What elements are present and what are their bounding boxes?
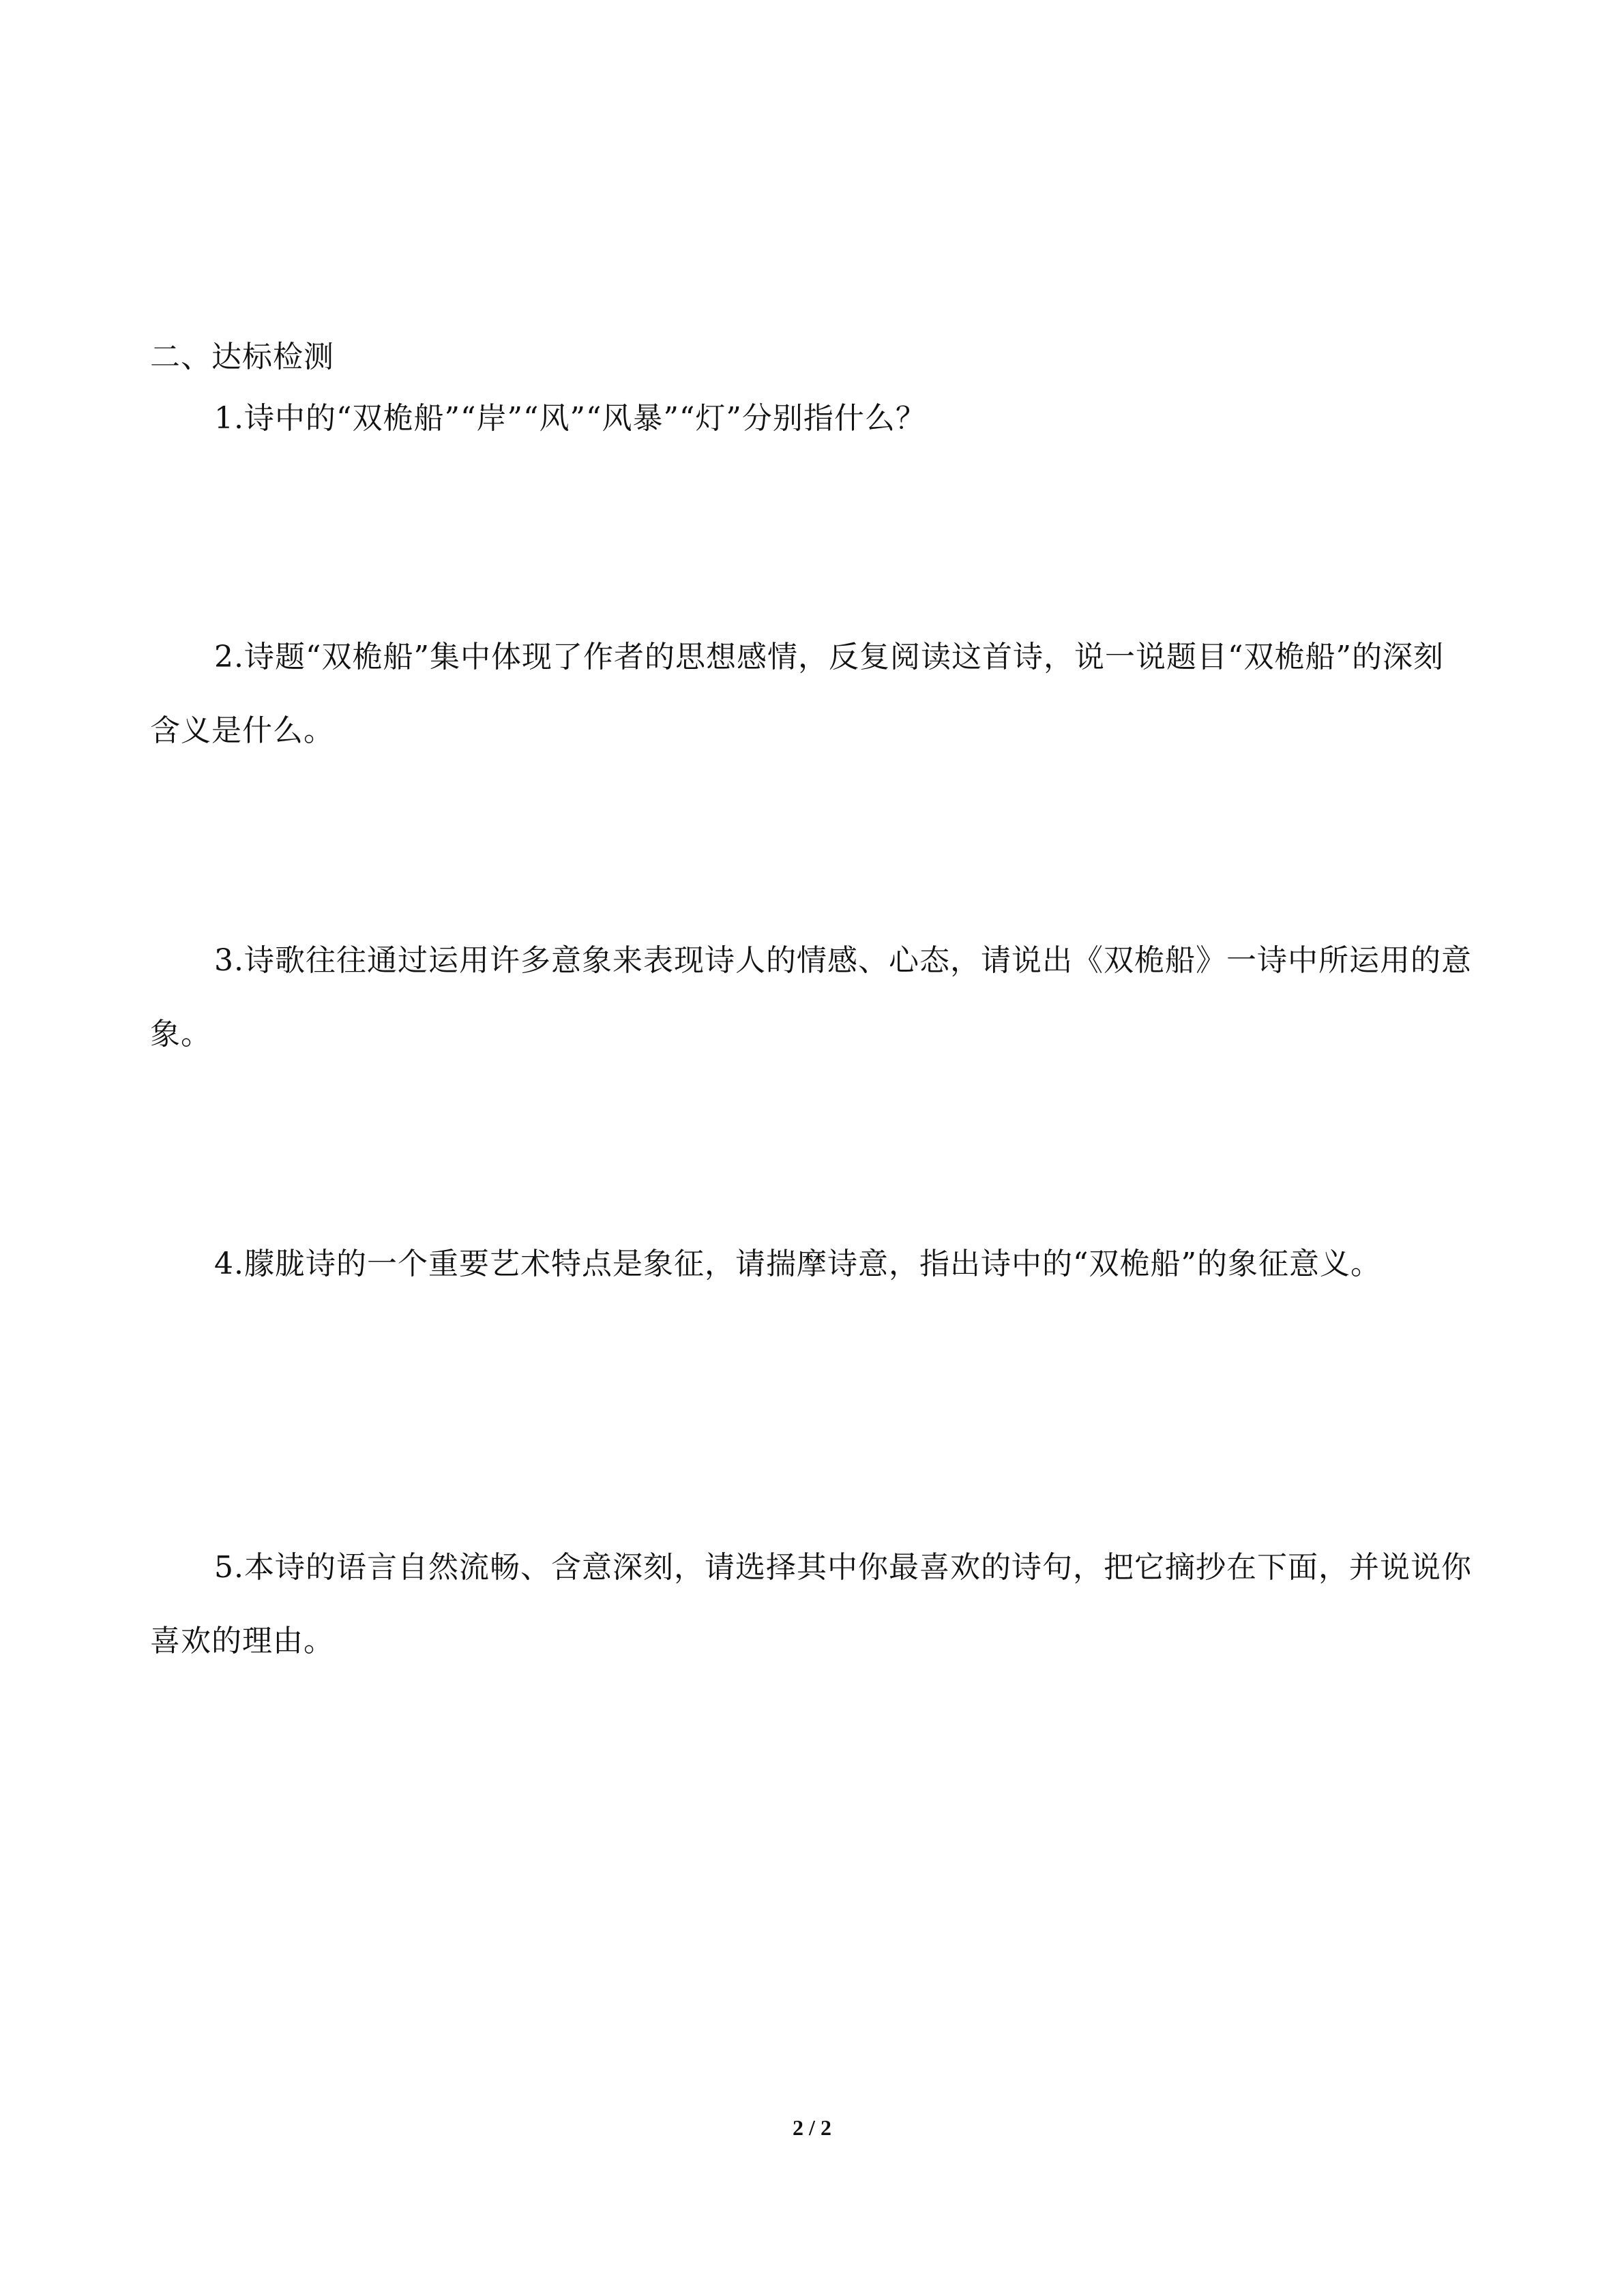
- question-2: 2.诗题“双桅船”集中体现了作者的思想感情，反复阅读这首诗，说一说题目“双桅船”的深刻含义是什么。: [150, 640, 1444, 748]
- question-3: 3.诗歌往往通过运用许多意象来表现诗人的情感、心态，请说出《双桅船》一诗中所运用的意象。: [150, 943, 1472, 1052]
- question-4: 4.朦胧诗的一个重要艺术特点是象征，请揣摩诗意，指出诗中的“双桅船”的象征意义。: [214, 1247, 1381, 1281]
- section-title: 二、达标检测: [150, 340, 334, 374]
- question-1: 1.诗中的“双桅船”“岸”“风”“风暴”“灯”分别指什么？: [214, 401, 926, 436]
- page-number: 2 / 2: [793, 2115, 831, 2140]
- question-5: 5.本诗的语言自然流畅、含意深刻，请选择其中你最喜欢的诗句，把它摘抄在下面，并说说你喜欢的理由。: [150, 1550, 1472, 1658]
